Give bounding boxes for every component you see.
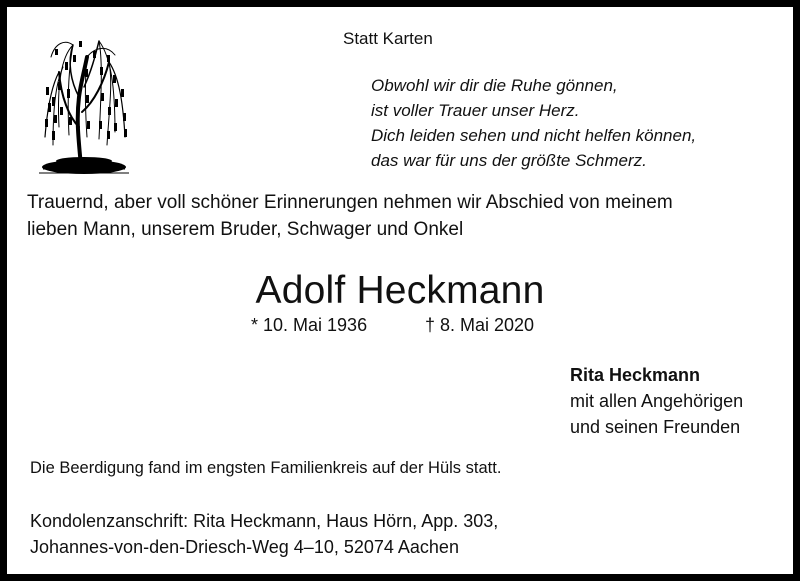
mourner-line: und seinen Freunden: [570, 417, 741, 437]
contact-line: Johannes-von-den-Driesch-Weg 4–10, 52074 Aachen: [30, 537, 459, 557]
poem-line: Dich leiden sehen und nicht helfen können,: [371, 126, 697, 145]
obituary-notice: [7, 7, 793, 574]
poem: [371, 73, 696, 173]
mourner-name: Rita Heckmann: [570, 365, 701, 385]
birth-date: * 10. Mai 1936: [251, 315, 368, 335]
burial-note: Die Beerdigung fand im engsten Familienkreis auf der Hüls statt.: [30, 459, 502, 477]
poem-line: ist voller Trauer unser Herz.: [371, 101, 580, 120]
poem-line: Obwohl wir dir die Ruhe gönnen,: [371, 76, 618, 95]
poem-line: das war für uns der größte Schmerz.: [371, 151, 647, 170]
intro-text: [27, 189, 673, 243]
intro-line: Trauernd, aber voll schöner Erinnerungen nehmen wir Abschied von meinem: [27, 192, 673, 213]
mourner-line: mit allen Angehörigen: [570, 391, 744, 411]
deceased-name: Adolf Heckmann: [255, 269, 545, 312]
contact-line: Kondolenzanschrift: Rita Heckmann, Haus Hörn, App. 303,: [30, 511, 499, 531]
header-label: Statt Karten: [343, 29, 433, 48]
mourners-block: [570, 362, 743, 440]
weeping-willow-icon: [29, 27, 139, 179]
intro-line: lieben Mann, unserem Bruder, Schwager und Onkel: [27, 219, 464, 240]
death-date: † 8. Mai 2020: [425, 315, 535, 335]
condolence-address: [30, 508, 498, 560]
